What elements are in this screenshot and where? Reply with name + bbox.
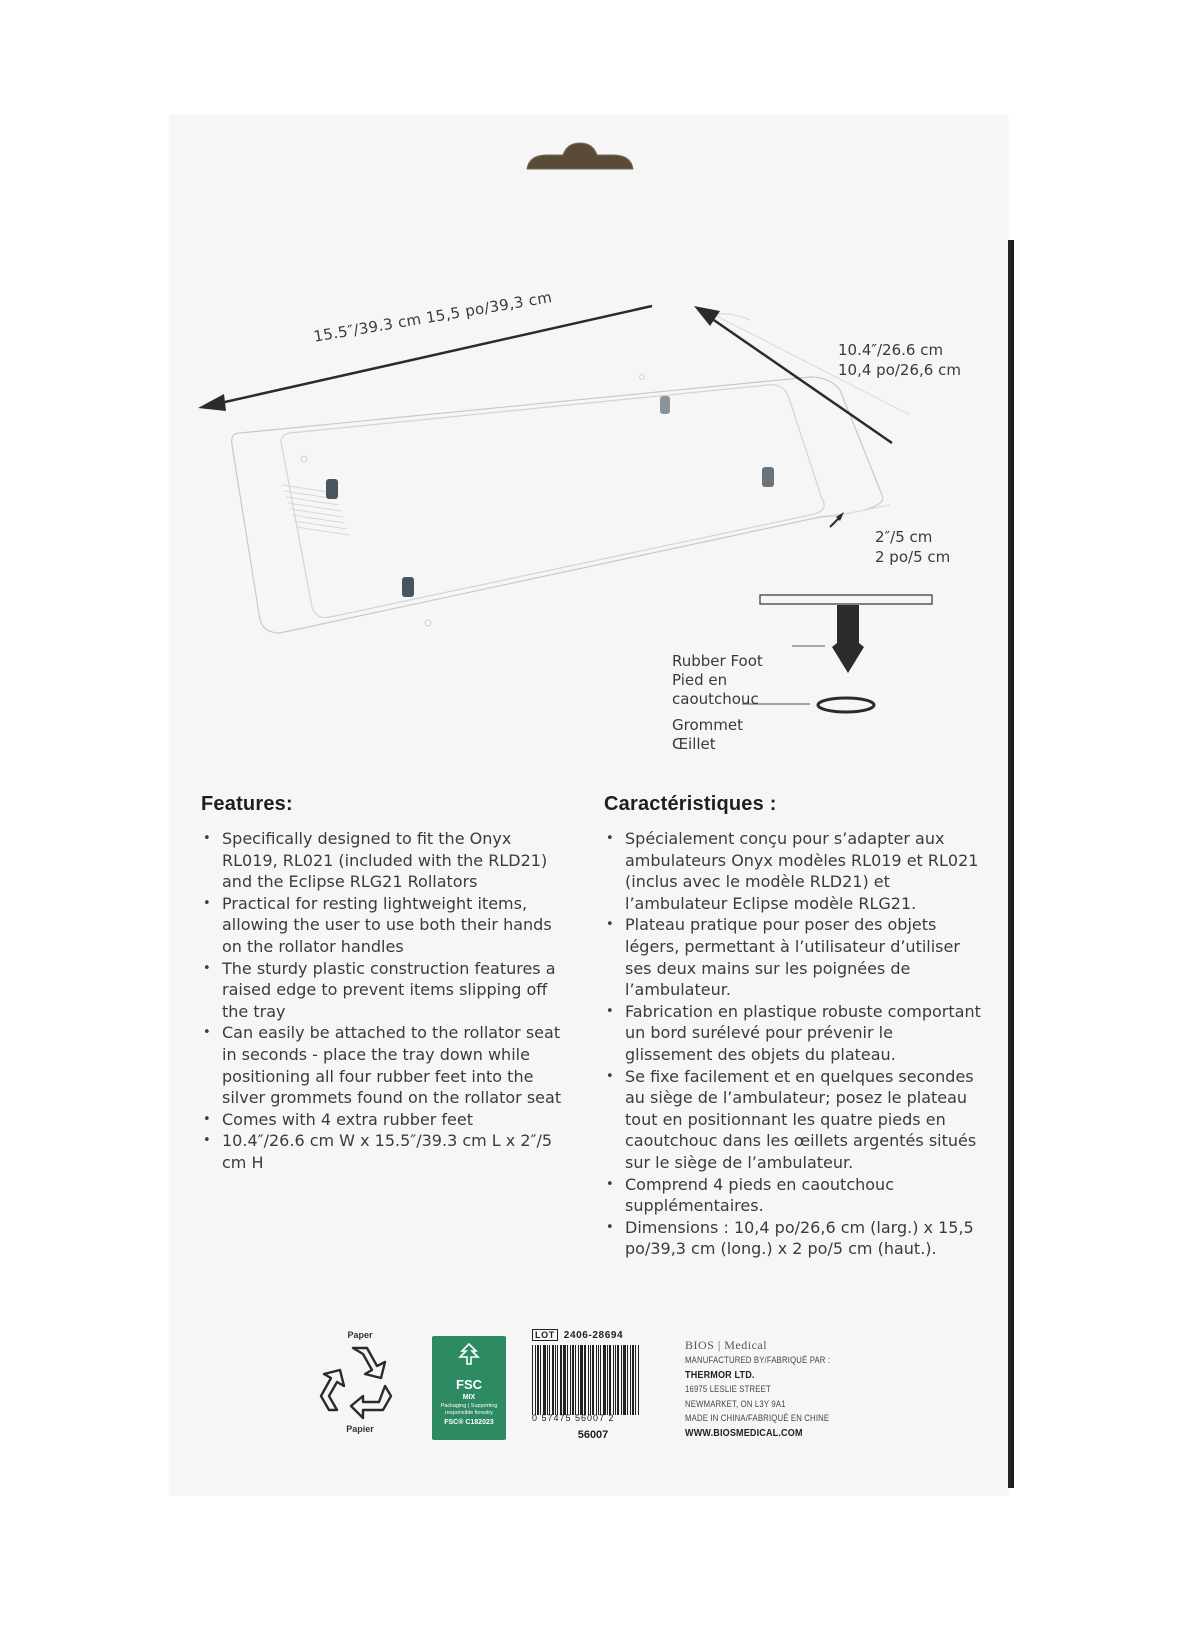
barcode-stripe [532,1345,533,1415]
barcode-stripe [600,1345,601,1415]
package-footer [170,1310,1008,1450]
sku-number: 56007 [577,1429,609,1441]
website: WWW.BIOSMEDICAL.COM [685,1426,803,1439]
barcode-stripe [635,1345,636,1415]
barcode-stripe [632,1345,634,1415]
rubber-foot [660,396,670,414]
feature-item: • Specifically designed to fit the Onyx RL019, RL021 (included with the RLD21) and the Eclipse RLG21 Rollators [201,828,571,893]
barcode-stripe [552,1345,554,1415]
rubber-foot-detail [832,605,864,673]
grommet-detail [818,698,874,712]
features-french [604,793,984,1260]
barcode-stripe [603,1345,606,1415]
feature-item: • Se fixe facilement et en quelques secondes au siège de l’ambulateur; posez le plateau tout en positionnant les quatre pieds en caoutchouc dans les œillets argentés situés sur le siège de l’ambulateur. [604,1066,984,1174]
barcode-stripe [584,1345,586,1415]
city-address: NEWMARKET, ON L3Y 9A1 [685,1398,786,1409]
barcode-stripe [607,1345,608,1415]
features-heading-fr: Caractéristiques : [604,793,777,815]
height-arrow [830,512,844,527]
manufacturer-info [685,1338,854,1440]
length-dimension: 15.5″/39.3 cm 15,5 po/39,3 cm [312,288,554,346]
barcode-stripe [623,1345,626,1415]
recycle-icon [315,1340,405,1420]
barcode-stripe [596,1345,597,1415]
features-list [201,828,571,1174]
barcode-stripe [535,1345,536,1415]
barcode-stripe [572,1345,574,1415]
feature-item: • Dimensions : 10,4 po/26,6 cm (larg.) x 15,5 po/39,3 cm (long.) x 2 po/5 cm (haut.). [604,1217,984,1260]
tray-ridges [282,485,349,535]
rubber-foot-label: Rubber Foot Pied en caoutchouc [672,652,763,708]
feature-item: • 10.4″/26.6 cm W x 15.5″/39.3 cm L x 2″/5 cm H [201,1130,571,1173]
barcode-stripe [609,1345,611,1415]
recycling-mark: Paper Papier [310,1330,410,1450]
tray-cross-section [760,595,932,604]
lot-number: LOT 2406-28694 [532,1330,654,1341]
barcode-stripe [617,1345,619,1415]
barcode-stripe [543,1345,546,1415]
barcode-stripe [549,1345,550,1415]
barcode-digits: 0 57475 56007 2 [532,1413,615,1423]
barcode-stripe [621,1345,622,1415]
tray-shape [232,310,910,633]
feature-item: • Comprend 4 pieds en caoutchouc supplémentaires. [604,1174,984,1217]
barcode-stripe [615,1345,616,1415]
feature-item: • Spécialement conçu pour s’adapter aux ambulateurs Onyx modèles RL019 et RL021 (inclus avec le modèle RLD21) et l’ambulateur Eclipse modèle RLG21. [604,828,984,914]
feature-item: • Fabrication en plastique robuste comportant un bord surélevé pour prévenir le glissement des objets du plateau. [604,1001,984,1066]
barcode-stripe [588,1345,589,1415]
barcode-stripe [575,1345,576,1415]
barcode-stripe [578,1345,579,1415]
barcode-stripe [537,1345,539,1415]
fsc-label: FSC MIX Packaging | Supporting responsible forestry FSC® C182023 [432,1336,506,1440]
width-dimension: 10.4″/26.6 cm 10,4 po/26,6 cm [838,341,961,379]
package-back-panel [170,115,1008,1495]
grommet-label: Grommet Œillet [672,716,743,753]
tray-illustration [170,115,1008,775]
barcode-stripe [590,1345,591,1415]
barcode-block [532,1330,654,1450]
barcode-stripe [567,1345,568,1415]
feature-item: • Practical for resting lightweight items, allowing the user to use both their hands on the rollator handles [201,893,571,958]
feature-item: • The sturdy plastic construction features a raised edge to prevent items slipping off the tray [201,958,571,1023]
barcode-stripe [592,1345,594,1415]
barcode-stripe [613,1345,614,1415]
street-address: 16975 LESLIE STREET [685,1384,771,1394]
barcode-stripe [547,1345,548,1415]
country-of-origin: MADE IN CHINA/FABRIQUÉ EN CHINE [685,1413,830,1423]
feature-item: • Comes with 4 extra rubber feet [201,1109,571,1131]
feature-item: • Can easily be attached to the rollator seat in seconds - place the tray down while positioning all four rubber feet into the silver grommets found on the rollator seat [201,1022,571,1108]
company-name: THERMOR LTD. [685,1368,755,1381]
rubber-feet [326,396,774,597]
barcode-stripe [580,1345,583,1415]
barcode-stripe [570,1345,571,1415]
rubber-foot [762,467,774,487]
barcode-stripe [540,1345,541,1415]
barcode-stripe [557,1345,558,1415]
height-dimension: 2″/5 cm 2 po/5 cm [875,528,951,566]
rubber-foot [326,479,338,499]
barcode-stripe [598,1345,599,1415]
manufactured-by: MANUFACTURED BY/FABRIQUÉ PAR : [685,1355,831,1365]
barcode-stripe [638,1345,639,1415]
feature-item: • Plateau pratique pour poser des objets légers, permettant à l’utilisateur d’utiliser ses deux mains sur les poignées de l’ambulateur. [604,914,984,1000]
barcode-stripe [560,1345,562,1415]
barcode-stripe [630,1345,631,1415]
barcode-stripe [563,1345,566,1415]
barcode-stripe [627,1345,628,1415]
brand-logo: BIOS | Medical [685,1338,768,1352]
fsc-tree-icon [456,1342,482,1366]
features-list-fr [604,828,984,1260]
rubber-foot [402,577,414,597]
features-heading: Features: [201,793,293,815]
barcode-stripe [555,1345,556,1415]
barcode [532,1345,648,1415]
features-english [201,793,571,1174]
